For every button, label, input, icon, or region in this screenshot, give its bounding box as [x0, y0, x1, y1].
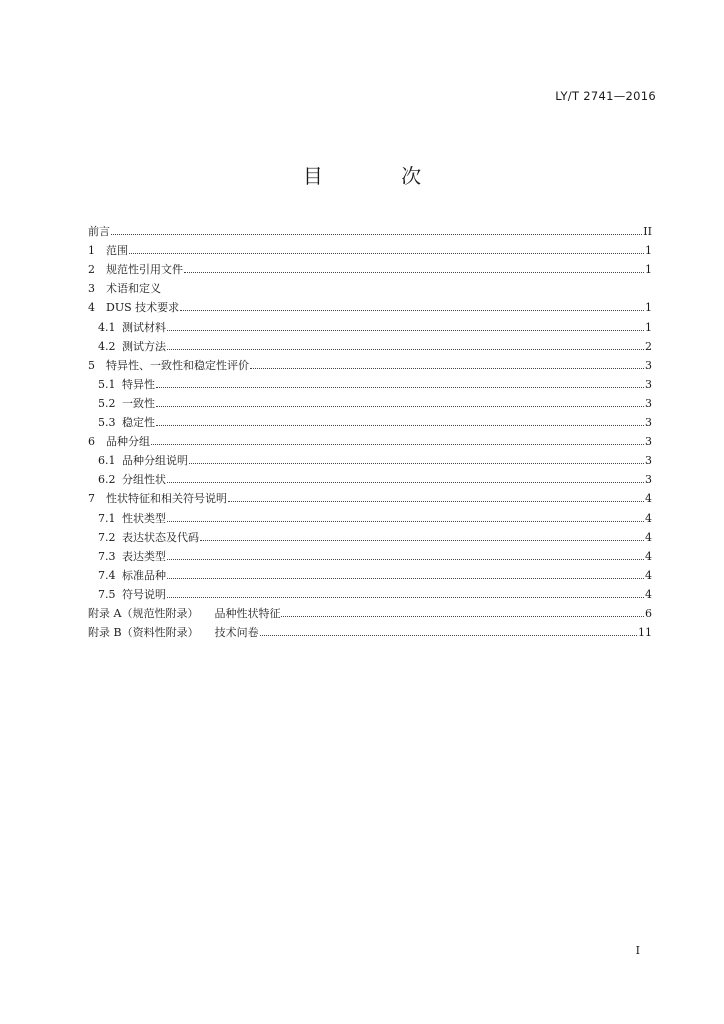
toc-entry-label	[122, 397, 155, 410]
dot-leader	[167, 349, 644, 350]
page-number: I	[635, 944, 640, 957]
toc-entry-page: 4	[645, 511, 652, 525]
toc-entry-label-text: 术语和定义	[106, 282, 161, 296]
toc-entry-number: 4.1	[98, 320, 116, 334]
toc-entry[interactable]	[88, 334, 652, 353]
dot-leader	[184, 272, 644, 273]
toc-entry-label-text: 性状类型	[122, 511, 166, 525]
toc-entry-label-text: 测试方法	[122, 339, 166, 353]
toc-entry-label-text: 特异性	[122, 377, 155, 391]
toc-entry-label-text: 一致性	[122, 396, 155, 410]
toc-entry-label-text: 标准品种	[122, 568, 166, 582]
dot-leader	[129, 253, 644, 254]
dot-leader	[260, 635, 637, 636]
dot-leader	[156, 425, 644, 426]
toc-entry-subtitle: 品种性状特征	[214, 606, 281, 620]
toc-entry-page: 4	[645, 587, 652, 601]
toc-entry[interactable]	[88, 486, 652, 505]
toc-entry-label	[122, 550, 166, 563]
toc-entry-label	[106, 435, 150, 448]
dot-leader	[156, 406, 644, 407]
toc-entry[interactable]	[88, 429, 652, 448]
dot-leader	[111, 234, 642, 235]
toc-entry-number: 7.1	[98, 511, 116, 525]
toc-entry-page: 3	[645, 435, 652, 449]
table-of-contents	[88, 219, 652, 639]
toc-entry-page: II	[643, 225, 652, 239]
dot-leader	[167, 578, 644, 579]
toc-entry-page: 1	[645, 263, 652, 277]
toc-entry[interactable]	[88, 238, 652, 257]
toc-entry-number: 4	[88, 301, 95, 315]
toc-entry-number: 7.4	[98, 568, 116, 582]
toc-entry-label	[106, 492, 227, 505]
toc-entry-number: 3	[88, 282, 95, 296]
toc-entry-label-text: 分组性状	[122, 473, 166, 487]
dot-leader	[167, 597, 644, 598]
toc-entry-page: 4	[645, 568, 652, 582]
toc-entry-number: 7.5	[98, 587, 116, 601]
toc-entry-number: 6.2	[98, 473, 116, 487]
toc-entry-number: 5	[88, 358, 95, 372]
toc-entry-page: 1	[645, 244, 652, 258]
toc-entry[interactable]	[88, 257, 652, 276]
toc-entry-page: 4	[645, 549, 652, 563]
toc-entry[interactable]	[88, 505, 652, 524]
toc-entry-label	[88, 626, 259, 639]
toc-entry-page: 1	[645, 301, 652, 315]
toc-entry-page: 1	[645, 320, 652, 334]
toc-entry-label-text: 附录 A（规范性附录）	[88, 606, 199, 620]
dot-leader	[250, 368, 644, 369]
toc-entry-label-text: 前言	[88, 225, 110, 239]
toc-entry-number: 5.2	[98, 396, 116, 410]
toc-entry-label	[106, 282, 161, 295]
toc-entry[interactable]	[88, 601, 652, 620]
toc-entry-label-text: 品种分组说明	[122, 454, 188, 468]
toc-entry[interactable]	[88, 276, 652, 295]
toc-entry[interactable]	[88, 563, 652, 582]
toc-entry-label-text: 附录 B（资料性附录）	[88, 626, 199, 640]
toc-entry-label-text: 品种分组	[106, 435, 150, 449]
toc-entry[interactable]	[88, 582, 652, 601]
toc-entry-label	[88, 607, 280, 620]
toc-entry-label-text: 范围	[106, 244, 128, 258]
toc-entry-page: 3	[645, 473, 652, 487]
toc-entry-page: 3	[645, 377, 652, 391]
toc-entry[interactable]	[88, 314, 652, 333]
dot-leader	[180, 310, 644, 311]
toc-entry-page: 3	[645, 358, 652, 372]
toc-entry[interactable]	[88, 391, 652, 410]
dot-leader	[228, 501, 644, 502]
toc-entry-label	[122, 531, 199, 544]
toc-entry-page: 4	[645, 492, 652, 506]
toc-entry-label	[88, 225, 110, 238]
dot-leader	[167, 330, 644, 331]
toc-entry-page: 3	[645, 416, 652, 430]
toc-entry-label-text: 表达类型	[122, 549, 166, 563]
toc-entry-number: 7	[88, 492, 95, 506]
toc-entry[interactable]	[88, 525, 652, 544]
toc-entry[interactable]	[88, 219, 652, 238]
toc-entry[interactable]	[88, 620, 652, 639]
toc-entry-label	[122, 588, 166, 601]
dot-leader	[200, 540, 644, 541]
toc-entry[interactable]	[88, 467, 652, 486]
toc-entry-page: 4	[645, 530, 652, 544]
toc-entry[interactable]	[88, 372, 652, 391]
toc-entry-label-text: 测试材料	[122, 320, 166, 334]
dot-leader	[167, 559, 644, 560]
toc-entry-label-text: DUS 技术要求	[106, 301, 180, 315]
toc-entry-label-text: 稳定性	[122, 416, 155, 430]
toc-entry-number: 4.2	[98, 339, 116, 353]
toc-entry[interactable]	[88, 353, 652, 372]
dot-leader	[156, 387, 644, 388]
toc-entry-label	[122, 569, 166, 582]
toc-entry-number: 7.2	[98, 530, 116, 544]
page-title: 目 次	[302, 164, 458, 188]
toc-entry-number: 6.1	[98, 454, 116, 468]
dot-leader	[167, 482, 644, 483]
toc-entry[interactable]	[88, 448, 652, 467]
standard-code: LY/T 2741—2016	[555, 89, 656, 103]
toc-entry[interactable]	[88, 544, 652, 563]
toc-entry-label-text: 性状特征和相关符号说明	[106, 492, 227, 506]
toc-entry[interactable]	[88, 410, 652, 429]
dot-leader	[167, 521, 644, 522]
dot-leader	[151, 444, 644, 445]
toc-entry-label	[122, 454, 188, 467]
toc-entry-label	[106, 244, 128, 257]
toc-entry-label-text: 规范性引用文件	[106, 263, 183, 277]
toc-entry-number: 2	[88, 263, 95, 277]
toc-entry-label	[122, 416, 155, 429]
toc-entry-label	[106, 359, 249, 372]
toc-entry-label	[106, 263, 183, 276]
toc-entry-number: 1	[88, 244, 95, 258]
toc-entry-label	[122, 473, 166, 486]
toc-entry-label	[122, 321, 166, 334]
toc-entry-page: 6	[645, 606, 652, 620]
toc-entry-label-text: 特异性、一致性和稳定性评价	[106, 358, 249, 372]
toc-entry[interactable]	[88, 295, 652, 314]
toc-entry-number: 5.1	[98, 377, 116, 391]
toc-entry-label	[122, 378, 155, 391]
toc-entry-number: 7.3	[98, 549, 116, 563]
toc-entry-page: 3	[645, 454, 652, 468]
toc-entry-label	[122, 340, 166, 353]
toc-entry-subtitle: 技术问卷	[214, 626, 259, 640]
toc-entry-page: 11	[638, 626, 652, 640]
toc-entry-label-text: 符号说明	[122, 587, 166, 601]
toc-entry-label	[106, 301, 179, 314]
dot-leader	[281, 616, 644, 617]
toc-entry-page: 2	[645, 339, 652, 353]
toc-entry-label	[122, 512, 166, 525]
toc-entry-label-text: 表达状态及代码	[122, 530, 199, 544]
toc-entry-page: 3	[645, 396, 652, 410]
toc-entry-number: 6	[88, 435, 95, 449]
dot-leader	[189, 463, 644, 464]
toc-entry-number: 5.3	[98, 416, 116, 430]
